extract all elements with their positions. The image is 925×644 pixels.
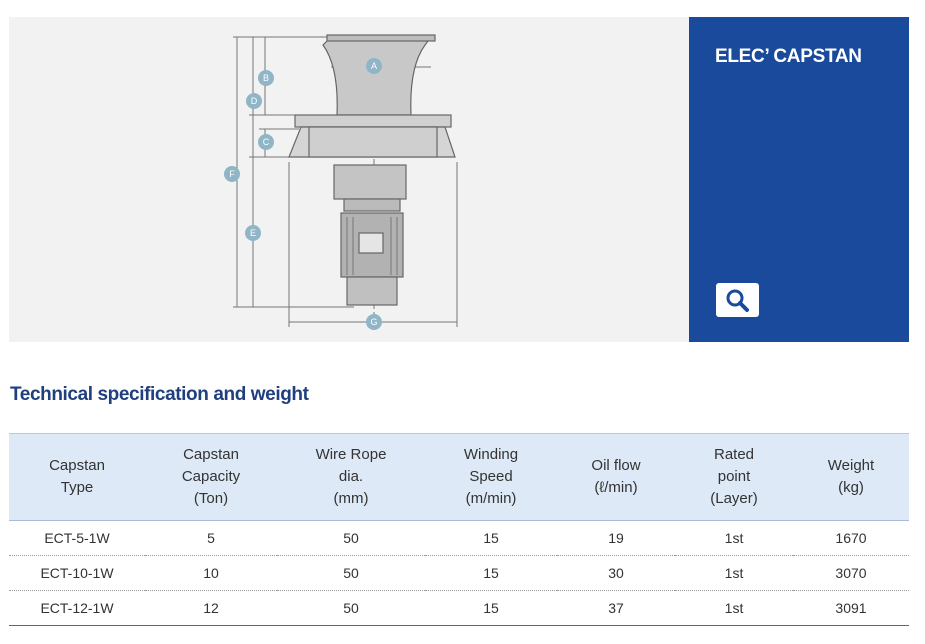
cell-weight: 3070 — [793, 556, 909, 591]
deck-flange — [295, 115, 451, 127]
cell-type: ECT-12-1W — [9, 591, 145, 626]
table-row — [9, 521, 909, 556]
capstan-drawing-svg — [9, 17, 689, 342]
header-winding-speed: Winding Speed (m/min) — [425, 434, 557, 521]
cell-rope-dia: 50 — [277, 521, 425, 556]
cell-weight: 1670 — [793, 521, 909, 556]
cell-speed: 15 — [425, 521, 557, 556]
cell-capacity: 12 — [145, 591, 277, 626]
header-capstan-capacity: Capstan Capacity (Ton) — [145, 434, 277, 521]
cell-speed: 15 — [425, 591, 557, 626]
cell-oil-flow: 30 — [557, 556, 675, 591]
header-oil-flow: Oil flow (ℓ/min) — [557, 434, 675, 521]
section-title: Technical specification and weight — [10, 384, 309, 405]
cell-rated-point: 1st — [675, 591, 793, 626]
table-header-row — [9, 434, 909, 521]
product-title: ELEC’ CAPSTAN — [715, 46, 862, 67]
dim-label-d: D — [250, 96, 258, 106]
table-row — [9, 556, 909, 591]
spec-table — [9, 433, 909, 626]
header-rated-point: Rated point (Layer) — [675, 434, 793, 521]
cell-rope-dia: 50 — [277, 591, 425, 626]
cell-oil-flow: 37 — [557, 591, 675, 626]
gearbox — [334, 165, 406, 199]
header-capstan-type: Capstan Type — [9, 434, 145, 521]
drum-top-rim — [327, 35, 435, 41]
capstan-drum — [323, 37, 431, 115]
base-body — [309, 127, 437, 157]
dim-label-f: F — [229, 169, 235, 179]
dim-label-a: A — [370, 61, 378, 71]
motor-feet — [347, 277, 397, 305]
product-label-panel — [689, 17, 909, 342]
cell-speed: 15 — [425, 556, 557, 591]
dim-label-c: C — [262, 137, 270, 147]
header-weight: Weight (kg) — [793, 434, 909, 521]
cell-capacity: 5 — [145, 521, 277, 556]
capstan-drawing — [9, 17, 689, 342]
cell-capacity: 10 — [145, 556, 277, 591]
cell-weight: 3091 — [793, 591, 909, 626]
cell-rope-dia: 50 — [277, 556, 425, 591]
table-row — [9, 591, 909, 626]
dim-label-b: B — [262, 73, 270, 83]
motor-terminal-box — [359, 233, 383, 253]
cell-rated-point: 1st — [675, 521, 793, 556]
cell-type: ECT-5-1W — [9, 521, 145, 556]
cell-type: ECT-10-1W — [9, 556, 145, 591]
dim-label-g: G — [370, 317, 378, 327]
cell-rated-point: 1st — [675, 556, 793, 591]
magnifier-icon — [725, 288, 751, 312]
product-hero — [9, 17, 909, 342]
motor-adapter — [344, 199, 400, 211]
cell-oil-flow: 19 — [557, 521, 675, 556]
header-wire-rope-dia: Wire Rope dia. (mm) — [277, 434, 425, 521]
dim-label-e: E — [249, 228, 257, 238]
zoom-button[interactable] — [716, 283, 759, 317]
